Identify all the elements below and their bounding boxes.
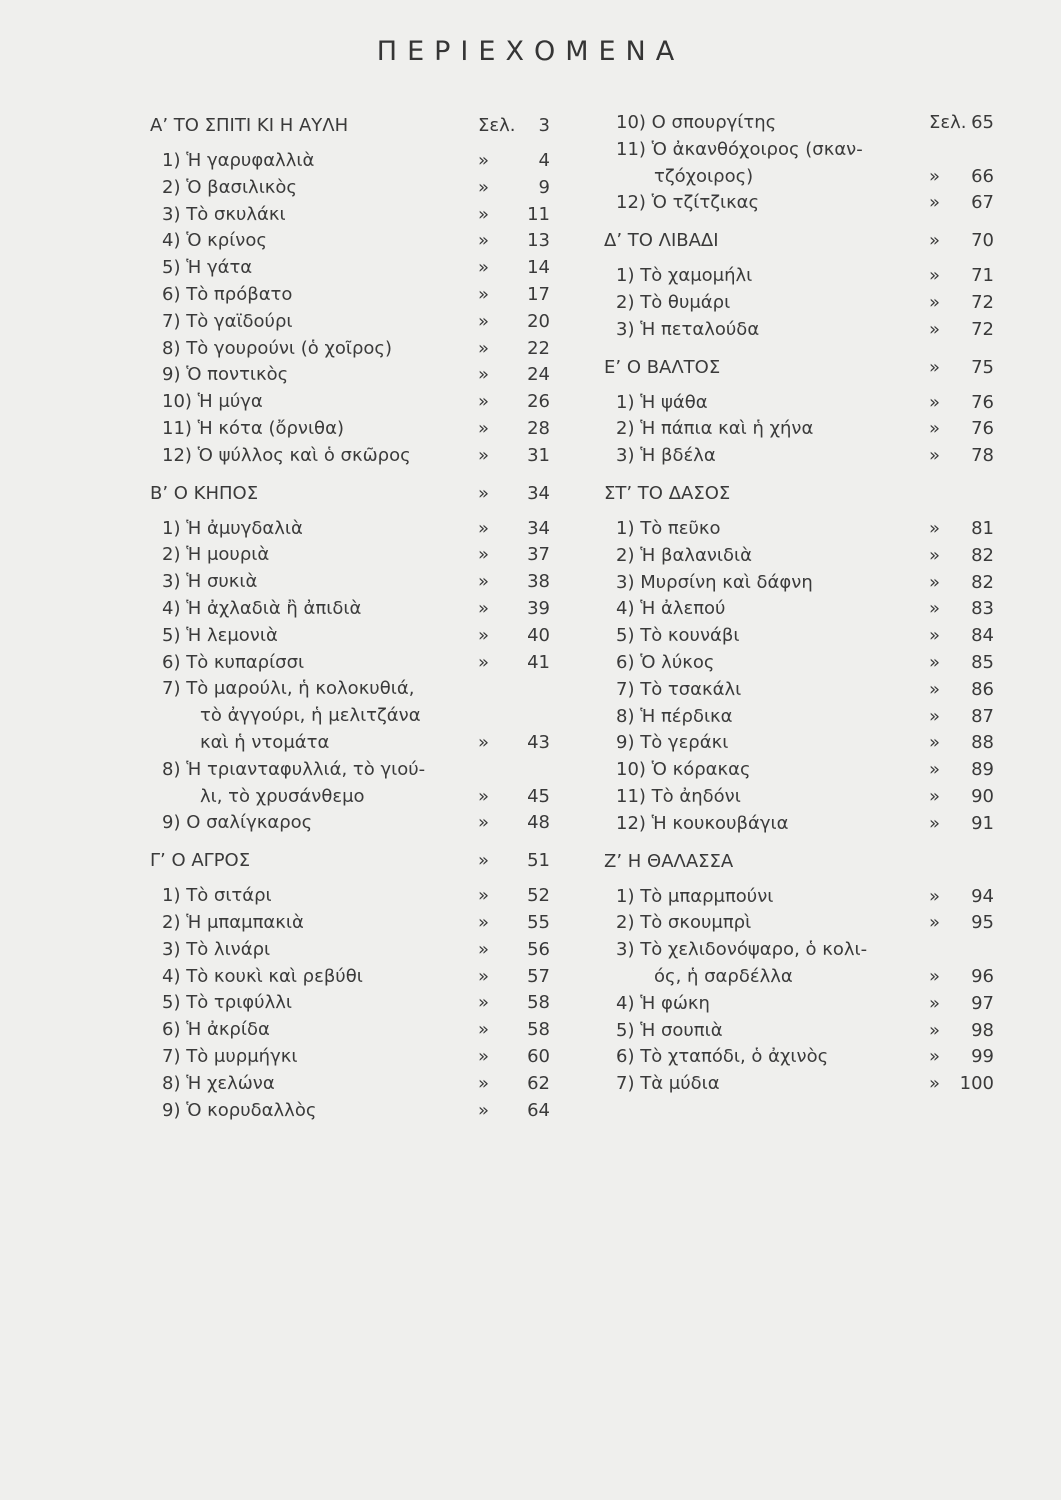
entry-title: 12) Ὁ τζίτζικας [616, 192, 760, 214]
page-number: 58 [527, 992, 550, 1014]
toc-entry [150, 416, 550, 443]
page-number: 57 [527, 965, 550, 987]
toc-entry [604, 730, 994, 757]
ditto-mark: » [929, 544, 941, 566]
page-number: 75 [971, 356, 994, 378]
page-number: 90 [971, 785, 994, 807]
entry-title: καὶ ἡ ντομάτα [200, 731, 330, 753]
page-number: 88 [971, 732, 994, 754]
ditto-mark: » [929, 965, 941, 987]
toc-entry [150, 1044, 550, 1071]
page-number: 13 [527, 230, 550, 252]
entry-title: 10) Ἡ μύγα [162, 391, 263, 413]
page-number: 82 [971, 571, 994, 593]
toc-entry [150, 1071, 550, 1098]
entry-title: 5) Ἡ σουπιὰ [616, 1019, 723, 1041]
ditto-mark: » [929, 785, 941, 807]
toc-entry [604, 596, 994, 623]
ditto-mark: » [478, 203, 490, 225]
page-number: 82 [971, 544, 994, 566]
entry-title: 10) Ὁ κόρακας [616, 759, 751, 781]
toc-entry [604, 991, 994, 1018]
page-number: 62 [527, 1072, 550, 1094]
toc-section-heading [604, 225, 994, 263]
toc-entry [150, 569, 550, 596]
ditto-mark: » [478, 1019, 490, 1041]
toc-entry-continuation [150, 703, 550, 730]
entry-title: 5) Ἡ λεμονιὰ [162, 624, 278, 646]
page-number: 72 [971, 291, 994, 313]
ditto-mark: » [929, 812, 941, 834]
entry-title: 1) Τὸ μπαρμπούνι [616, 885, 774, 907]
ditto-mark: » [929, 291, 941, 313]
page-number: 86 [971, 678, 994, 700]
entry-title: 6) Ἡ ἀκρίδα [162, 1019, 270, 1041]
entry-title: 12) Ἡ κουκουβάγια [616, 812, 789, 834]
toc-entry [150, 650, 550, 677]
entry-title: 2) Τὸ σκουμπρὶ [616, 912, 752, 934]
toc-entry [604, 390, 994, 417]
page-number: 97 [971, 992, 994, 1014]
section-title: Γ’ Ο ΑΓΡΟΣ [150, 850, 251, 872]
toc-entry [604, 516, 994, 543]
ditto-mark: » [929, 318, 941, 340]
entry-title: 1) Ἡ γαρυφαλλιὰ [162, 150, 315, 171]
page-number: 94 [971, 885, 994, 907]
page-number: 89 [971, 759, 994, 781]
entry-title: 6) Ὁ λύκος [616, 651, 715, 673]
ditto-mark: » [478, 283, 490, 305]
ditto-mark: » [478, 911, 490, 933]
entry-title: 6) Τὸ κυπαρίσσι [162, 651, 305, 673]
entry-title: 3) Τὸ σκυλάκι [162, 203, 286, 225]
toc-entry [150, 228, 550, 255]
ditto-mark: » [929, 759, 941, 781]
ditto-mark: » [478, 444, 490, 466]
entry-title: 11) Ὁ ἀκανθόχοιρος (σκαν- [616, 138, 863, 160]
page-number: 76 [971, 418, 994, 440]
entry-title: 8) Τὸ γουρούνι (ὁ χοῖρος) [162, 337, 393, 359]
toc-entry-continuation [150, 784, 550, 811]
page-number: 4 [538, 150, 550, 171]
ditto-mark: » [478, 1099, 490, 1121]
ditto-mark: » [478, 150, 490, 171]
ditto-mark: » [478, 624, 490, 646]
entry-title: 3) Τὸ χελιδονόψαρο, ὁ κολι- [616, 939, 868, 961]
page-number: 100 [959, 1073, 994, 1095]
ditto-mark: » [478, 391, 490, 413]
toc-entry [604, 704, 994, 731]
ditto-mark: » [478, 885, 490, 907]
ditto-mark: » [478, 337, 490, 359]
page-number: 48 [527, 812, 550, 834]
ditto-mark: » [478, 731, 490, 753]
ditto-mark: » [478, 310, 490, 332]
page-number: 37 [527, 544, 550, 566]
page-number: 91 [971, 812, 994, 834]
toc-entry [604, 910, 994, 937]
entry-title: 3) Τὸ λινάρι [162, 938, 271, 960]
entry-title: 2) Τὸ θυμάρι [616, 291, 731, 313]
page-number: 85 [971, 651, 994, 673]
ditto-mark: » [478, 230, 490, 252]
toc-entry [604, 650, 994, 677]
ditto-mark: » [929, 230, 941, 252]
page-number: 70 [971, 230, 994, 252]
toc-entry [150, 389, 550, 416]
page-number: 24 [527, 364, 550, 386]
ditto-mark: » [929, 705, 941, 727]
ditto-mark: » [929, 732, 941, 754]
toc-entry [150, 443, 550, 470]
page-number: 20 [527, 310, 550, 332]
toc-entry [150, 596, 550, 623]
entry-title: 6) Τὸ χταπόδι, ὁ ἀχινὸς [616, 1046, 829, 1068]
toc-entry-continuation [604, 964, 994, 991]
page-number: 71 [971, 265, 994, 287]
entry-title: 9) Τὸ γεράκι [616, 732, 729, 754]
page-number: 84 [971, 625, 994, 647]
entry-title: 7) Τὸ μυρμήγκι [162, 1045, 298, 1067]
page-number: 38 [527, 571, 550, 593]
toc-entry [604, 757, 994, 784]
entry-title: 4) Ἡ φώκη [616, 992, 710, 1014]
toc-entry [604, 784, 994, 811]
toc-section-heading [150, 845, 550, 883]
toc-section-heading [604, 846, 994, 884]
toc-entry [150, 309, 550, 336]
ditto-mark: » [478, 965, 490, 987]
page-number: 43 [527, 731, 550, 753]
page-abbrev: Σελ. [929, 112, 967, 133]
page-number: 28 [527, 417, 550, 439]
toc-entry [150, 282, 550, 309]
entry-title: 7) Τὰ μύδια [616, 1073, 720, 1095]
section-title: Ζ’ Η ΘΑΛΑΣΣΑ [604, 850, 734, 872]
toc-entry [150, 964, 550, 991]
entry-title: 11) Ἡ κότα (ὄρνιθα) [162, 417, 344, 439]
toc-entry [604, 263, 994, 290]
page-number: 96 [971, 965, 994, 987]
page-number: 66 [971, 165, 994, 187]
entry-title: 4) Τὸ κουκὶ καὶ ρεβύθι [162, 965, 363, 987]
toc-entry-continuation [150, 730, 550, 757]
page-number: 22 [527, 337, 550, 359]
ditto-mark: » [929, 356, 941, 378]
toc-entry [604, 443, 994, 470]
entry-title: 9) Ο σαλίγκαρος [162, 812, 313, 834]
entry-title: 1) Τὸ πεῦκο [616, 517, 721, 539]
toc-entry [150, 623, 550, 650]
entry-title: 1) Τὸ χαμομήλι [616, 265, 753, 287]
page-number: 45 [527, 785, 550, 807]
section-title: Α’ ΤΟ ΣΠΙΤΙ ΚΙ Η ΑΥΛΗ [150, 115, 349, 136]
ditto-mark: » [478, 364, 490, 386]
entry-title: 3) Ἡ βδέλα [616, 445, 716, 467]
page-number: 52 [527, 885, 550, 907]
entry-title: 4) Ἡ ἀχλαδιὰ ἢ ἀπιδιὰ [162, 597, 362, 619]
toc-entry [604, 317, 994, 344]
toc-entry [150, 1017, 550, 1044]
toc-entry [150, 676, 550, 703]
toc-entry [604, 110, 994, 137]
toc-section-heading [150, 110, 550, 148]
toc-entry [604, 811, 994, 838]
ditto-mark: » [929, 265, 941, 287]
ditto-mark: » [478, 850, 490, 872]
toc-entry [150, 362, 550, 389]
toc-entry [150, 990, 550, 1017]
page-number: 14 [527, 257, 550, 279]
ditto-mark: » [478, 1045, 490, 1067]
page-number: 34 [527, 482, 550, 504]
page-number: 40 [527, 624, 550, 646]
page-number: 87 [971, 705, 994, 727]
entry-title: 2) Ἡ πάπια καὶ ἡ χήνα [616, 418, 814, 440]
toc-entry-continuation [604, 164, 994, 191]
page-number: 67 [971, 192, 994, 214]
page-number: 11 [527, 203, 550, 225]
entry-title: 4) Ἡ ἀλεπού [616, 598, 726, 620]
page-number: 58 [527, 1019, 550, 1041]
toc-entry [604, 570, 994, 597]
ditto-mark: » [929, 571, 941, 593]
page-number: 99 [971, 1046, 994, 1068]
entry-title: 8) Ἡ τριανταφυλλιά, τὸ γιού- [162, 758, 426, 780]
page-number: 56 [527, 938, 550, 960]
toc-section-heading [604, 352, 994, 390]
toc-entry [604, 137, 994, 164]
page-number: 3 [538, 115, 550, 136]
entry-title: 5) Ἡ γάτα [162, 257, 253, 279]
page-number: 51 [527, 850, 550, 872]
ditto-mark: » [478, 417, 490, 439]
entry-title: λι, τὸ χρυσάνθεμο [200, 785, 365, 807]
toc-entry [604, 884, 994, 911]
section-title: Ε’ Ο ΒΑΛΤΟΣ [604, 356, 721, 378]
entry-title: 12) Ὁ ψύλλος καὶ ὁ σκῶρος [162, 444, 411, 466]
toc-entry [150, 202, 550, 229]
toc-entry [604, 937, 994, 964]
entry-title: 11) Τὸ ἀηδόνι [616, 785, 741, 807]
section-title: ΣΤ’ ΤΟ ΔΑΣΟΣ [604, 482, 731, 504]
entry-title: 1) Τὸ σιτάρι [162, 885, 272, 907]
ditto-mark: » [929, 192, 941, 214]
ditto-mark: » [929, 1019, 941, 1041]
section-title: Δ’ ΤΟ ΛΙΒΑΔΙ [604, 230, 719, 252]
page-number: 72 [971, 318, 994, 340]
ditto-mark: » [478, 597, 490, 619]
ditto-mark: » [929, 391, 941, 413]
toc-entry [150, 542, 550, 569]
toc-entry [150, 175, 550, 202]
toc-entry [604, 677, 994, 704]
ditto-mark: » [929, 625, 941, 647]
ditto-mark: » [929, 992, 941, 1014]
ditto-mark: » [929, 885, 941, 907]
toc-section-heading [150, 478, 550, 516]
ditto-mark: » [929, 651, 941, 673]
entry-title: τὸ ἀγγούρι, ἡ μελιτζάνα [200, 705, 421, 727]
toc-entry [150, 910, 550, 937]
section-title: Β’ Ο ΚΗΠΟΣ [150, 482, 259, 504]
entry-title: 2) Ἡ μουριὰ [162, 544, 270, 566]
page-number: 41 [527, 651, 550, 673]
toc-entry [604, 623, 994, 650]
page-number: 55 [527, 911, 550, 933]
page-number: 60 [527, 1045, 550, 1067]
ditto-mark: » [478, 517, 490, 539]
ditto-mark: » [478, 938, 490, 960]
ditto-mark: » [478, 992, 490, 1014]
entry-title: 9) Ὁ κορυδαλλὸς [162, 1099, 317, 1121]
entry-title: 6) Τὸ πρόβατο [162, 283, 293, 305]
page-number: 98 [971, 1019, 994, 1041]
ditto-mark: » [929, 165, 941, 187]
ditto-mark: » [929, 678, 941, 700]
ditto-mark: » [478, 571, 490, 593]
entry-title: 5) Τὸ κουνάβι [616, 625, 740, 647]
toc-entry [150, 255, 550, 282]
ditto-mark: » [478, 812, 490, 834]
page-title: ΠΕΡΙΕΧΟΜΕΝΑ [376, 36, 685, 67]
entry-title: 4) Ὁ κρίνος [162, 230, 267, 252]
ditto-mark: » [478, 1072, 490, 1094]
page-number: 83 [971, 598, 994, 620]
toc-entry [604, 290, 994, 317]
entry-title: 2) Ἡ μπαμπακιὰ [162, 911, 304, 933]
toc-entry [150, 810, 550, 837]
page-number: 81 [971, 517, 994, 539]
entry-title: 8) Ἡ χελώνα [162, 1072, 275, 1094]
ditto-mark: » [929, 912, 941, 934]
entry-title: 8) Ἡ πέρδικα [616, 705, 733, 727]
ditto-mark: » [478, 257, 490, 279]
ditto-mark: » [929, 517, 941, 539]
page-abbrev: Σελ. [478, 115, 516, 136]
page-number: 9 [538, 176, 550, 198]
toc-entry [604, 190, 994, 217]
page-number: 65 [971, 112, 994, 133]
page-number: 34 [527, 517, 550, 539]
page-number: 39 [527, 597, 550, 619]
entry-title: 2) Ὁ βασιλικὸς [162, 176, 297, 198]
ditto-mark: » [478, 651, 490, 673]
ditto-mark: » [929, 598, 941, 620]
toc-entry [150, 148, 550, 175]
page-number: 31 [527, 444, 550, 466]
toc-column-right [604, 110, 994, 1098]
page-number: 95 [971, 912, 994, 934]
entry-title: ός, ἡ σαρδέλλα [654, 965, 793, 987]
entry-title: 2) Ἡ βαλανιδιὰ [616, 544, 752, 566]
entry-title: 1) Ἡ ψάθα [616, 391, 708, 413]
toc-entry [604, 1044, 994, 1071]
toc-section-heading [604, 478, 994, 516]
entry-title: 1) Ἡ ἀμυγδαλιὰ [162, 517, 303, 539]
page-number: 76 [971, 391, 994, 413]
ditto-mark: » [478, 482, 490, 504]
toc-entry [604, 1018, 994, 1045]
toc-entry [604, 543, 994, 570]
entry-title: 10) Ο σπουργίτης [616, 112, 777, 133]
ditto-mark: » [929, 1073, 941, 1095]
toc-entry [604, 416, 994, 443]
ditto-mark: » [478, 176, 490, 198]
page-number: 78 [971, 445, 994, 467]
entry-title: 3) Ἡ συκιὰ [162, 571, 258, 593]
page-number: 17 [527, 283, 550, 305]
toc-entry [150, 336, 550, 363]
toc-entry [150, 883, 550, 910]
page-number: 26 [527, 391, 550, 413]
entry-title: 7) Τὸ γαϊδούρι [162, 310, 293, 332]
toc-entry [604, 1071, 994, 1098]
toc-entry [150, 1098, 550, 1125]
entry-title: τζόχοιρος) [654, 165, 754, 187]
entry-title: 5) Τὸ τριφύλλι [162, 992, 292, 1014]
page-number: 64 [527, 1099, 550, 1121]
ditto-mark: » [478, 544, 490, 566]
ditto-mark: » [929, 418, 941, 440]
entry-title: 3) Μυρσίνη καὶ δάφνη [616, 571, 813, 593]
entry-title: 7) Τὸ μαρούλι, ἡ κολοκυθιά, [162, 678, 415, 700]
ditto-mark: » [929, 445, 941, 467]
toc-column-left [150, 110, 550, 1124]
toc-entry [150, 516, 550, 543]
ditto-mark: » [478, 785, 490, 807]
ditto-mark: » [929, 1046, 941, 1068]
entry-title: 9) Ὁ ποντικὸς [162, 364, 289, 386]
entry-title: 7) Τὸ τσακάλι [616, 678, 742, 700]
toc-entry [150, 937, 550, 964]
entry-title: 3) Ἡ πεταλούδα [616, 318, 760, 340]
toc-entry [150, 757, 550, 784]
